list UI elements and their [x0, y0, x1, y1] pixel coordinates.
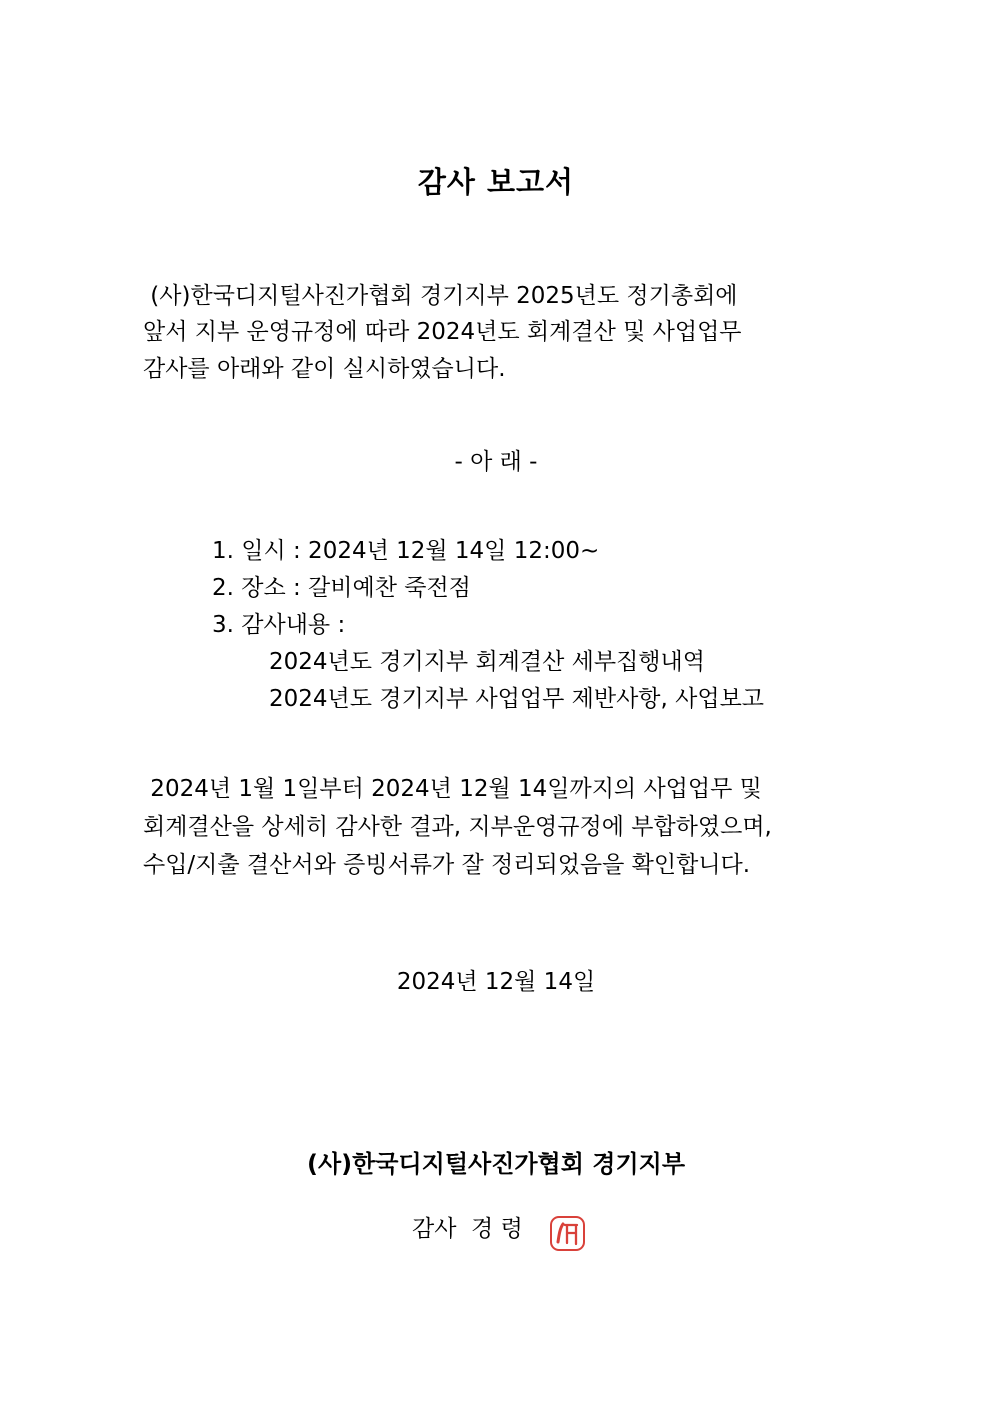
intro-line-2: 앞서 지부 운영규정에 따라 2024년도 회계결산 및 사업업무: [143, 319, 742, 345]
report-date: 2024년 12월 14일: [396, 969, 596, 995]
conclusion-line-3: 수입/지출 결산서와 증빙서류가 잘 정리되었음을 확인합니다.: [143, 852, 751, 878]
conclusion-line-2: 회계결산을 상세히 감사한 결과, 지부운영규정에 부합하였으며,: [143, 814, 772, 840]
item-location: 2. 장소 : 갈비예찬 죽전점: [212, 575, 471, 601]
intro-line-3: 감사를 아래와 같이 실시하였습니다.: [143, 356, 506, 382]
document-title: 감사 보고서: [417, 165, 575, 199]
audit-content-1: 2024년도 경기지부 회계결산 세부집행내역: [269, 649, 705, 675]
conclusion-line-1: 2024년 1월 1일부터 2024년 12월 14일까지의 사업업무 및: [143, 776, 762, 802]
section-marker: - 아 래 -: [454, 449, 538, 475]
audit-content-2: 2024년도 경기지부 사업업무 제반사항, 사업보고: [269, 686, 765, 712]
item-audit-contents: 3. 감사내용 :: [212, 612, 346, 638]
seal-stroke-right: [565, 1225, 577, 1244]
seal-stroke-left: [558, 1224, 563, 1242]
auditor-signature: 감사 경 령: [412, 1216, 523, 1242]
item-date: 1. 일시 : 2024년 12월 14일 12:00~: [212, 538, 600, 564]
organization-name: (사)한국디지털사진가협회 경기지부: [306, 1150, 686, 1178]
intro-line-1: (사)한국디지털사진가협회 경기지부 2025년도 정기총회에: [143, 283, 738, 309]
seal-stamp-icon: [549, 1215, 586, 1252]
